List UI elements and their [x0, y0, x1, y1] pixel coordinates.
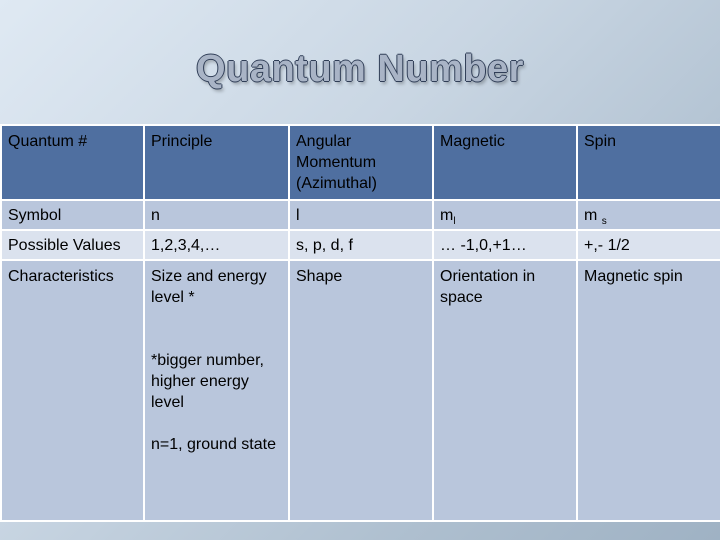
- values-angular: s, p, d, f: [289, 230, 433, 260]
- slide-title: Quantum Number: [196, 48, 524, 90]
- row-label-symbol: Symbol: [1, 200, 144, 230]
- char-principle-line2: *bigger number, higher energy level: [151, 352, 264, 411]
- values-magnetic: … -1,0,+1…: [433, 230, 577, 260]
- values-spin: +,- 1/2: [577, 230, 720, 260]
- symbol-spin: [577, 200, 720, 230]
- char-spin: Magnetic spin: [577, 260, 720, 521]
- symbol-spin-base: m: [584, 207, 598, 224]
- symbol-spin-sub: s: [601, 216, 607, 228]
- row-label-possible-values: Possible Values: [1, 230, 144, 260]
- table-header-row: [1, 125, 720, 200]
- table-row-possible-values: [1, 230, 720, 260]
- values-principle: 1,2,3,4,…: [144, 230, 289, 260]
- char-principle: [144, 260, 289, 521]
- quantum-number-table: [0, 124, 720, 522]
- table-row-symbol: [1, 200, 720, 230]
- symbol-principle: n: [144, 200, 289, 230]
- header-cell-principle: Principle: [144, 125, 289, 200]
- table-row-characteristics: [1, 260, 720, 521]
- symbol-magnetic-sub: l: [453, 216, 456, 228]
- char-angular: Shape: [289, 260, 433, 521]
- char-principle-line3: n=1, ground state: [151, 436, 276, 453]
- header-cell-magnetic: Magnetic: [433, 125, 577, 200]
- char-principle-line1: Size and energy level *: [151, 268, 267, 306]
- char-magnetic: Orientation in space: [433, 260, 577, 521]
- header-cell-quantum: Quantum #: [1, 125, 144, 200]
- symbol-angular: l: [289, 200, 433, 230]
- symbol-magnetic: [433, 200, 577, 230]
- header-cell-spin: Spin: [577, 125, 720, 200]
- row-label-characteristics: Characteristics: [1, 260, 144, 521]
- header-cell-angular: Angular Momentum (Azimuthal): [289, 125, 433, 200]
- symbol-magnetic-base: m: [440, 207, 454, 224]
